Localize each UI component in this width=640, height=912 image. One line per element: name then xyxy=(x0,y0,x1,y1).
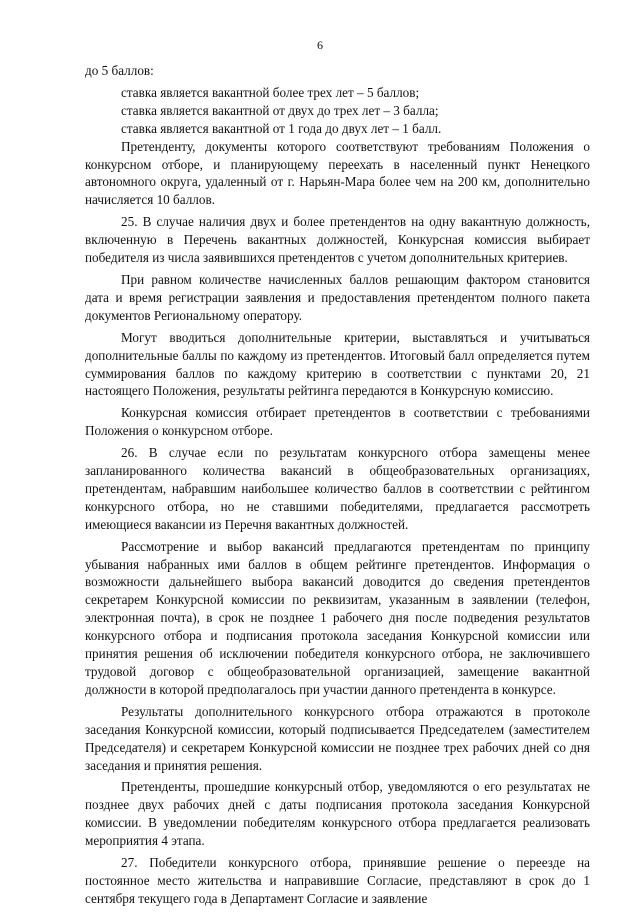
paragraph-notification: Претенденты, прошедшие конкурсный отбор, уведомляются о его результатах не позднее двух рабочих дней с даты подписания протокола заседания Конкурсной комиссии. В уведомлении победителям конкурсного отбора предлагается реализовать мероприятия 4 этапа. xyxy=(85,779,590,849)
paragraph-relocation-bonus: Претенденту, документы которого соответствуют требованиям Положения о конкурсном отборе, и планирующему переехать в населенный пункт Ненецкого автономного округа, удаленный от г. Нарьян-Мара более чем на 200 км, дополнительно начисляется 10 баллов. xyxy=(85,138,590,208)
document-body xyxy=(85,62,590,912)
paragraph-intro: до 5 баллов: xyxy=(85,63,154,78)
paragraph-protocol-results: Результаты дополнительного конкурсного отбора отражаются в протоколе заседания Конкурсной комиссии, который подписывается Председателем (заместителем Председателя) и секретарем Конкурсной комиссии не позднее трех рабочих дней со дня заседания и принятия решения. xyxy=(85,703,590,773)
list-item-more-than-three-years: ставка является вакантной более трех лет – 5 баллов; xyxy=(121,84,420,100)
paragraph-vacancy-selection: Рассмотрение и выбор вакансий предлагаются претендентам по принципу убывания набранных ими баллов в общем рейтинге претендентов. Информация о возможности дальнейшего выбора вакансий доводится до сведения претендентов секретарем Конкурсной комиссии по реквизитам, указанным в заявлении (телефон, электронная почта), в срок не позднее 1 рабочего дня после подведения результатов конкурсного отбора и подписания протокола заседания Конкурсной комиссии или принятия решения об исключении победителя конкурсного отбора, не заключившего трудовой договор с общеобразовательной организацией, замещение вакантной должности в которой предполагалось при участии данного претендента в конкурсе. xyxy=(85,538,590,697)
paragraph-item-25: 25. В случае наличия двух и более претендентов на одну вакантную должность, включенную в Перечень вакантных должностей, Конкурсная комиссия выбирает победителя из числа заявившихся претендентов с учетом дополнительных критериев. xyxy=(85,214,590,266)
page-number: 6 xyxy=(317,38,323,52)
paragraph-equal-points: При равном количестве начисленных баллов решающим фактором становится дата и время регистрации заявления и предоставления претендентом полного пакета документов Региональному оператору. xyxy=(85,271,590,323)
list-item-one-to-two-years: ставка является вакантной от 1 года до двух лет – 1 балл. xyxy=(121,120,442,136)
paragraph-item-27: 27. Победители конкурсного отбора, принявшие решение о переезде на постоянное место жительства и направившие Согласие, представляют в срок до 1 сентября текущего года в Департамент Согласие и заявление xyxy=(85,855,590,906)
list-item-two-to-three-years: ставка является вакантной от двух до трех лет – 3 балла; xyxy=(121,102,439,118)
paragraph-item-26: 26. В случае если по результатам конкурсного отбора замещены менее запланированного количества вакансий в общеобразовательных организациях, претендентам, набравшим наибольшее количество баллов в соответствии с рейтингом конкурсного отбора, но не ставшими победителями, предлагается рассмотреть имеющиеся вакансии из Перечня вакантных должностей. xyxy=(85,445,590,532)
paragraph-additional-criteria: Могут вводиться дополнительные критерии, выставляться и учитываться дополнительные баллы по каждому из претендентов. Итоговый балл определяется путем суммирования баллов по каждому критерию в соответствии с пунктами 20, 21 настоящего Положения, результаты рейтинга передаются в Конкурсную комиссию. xyxy=(85,329,590,399)
paragraph-commission-selects: Конкурсная комиссия отбирает претендентов в соответствии с требованиями Положения о конкурсном отборе. xyxy=(85,405,590,439)
